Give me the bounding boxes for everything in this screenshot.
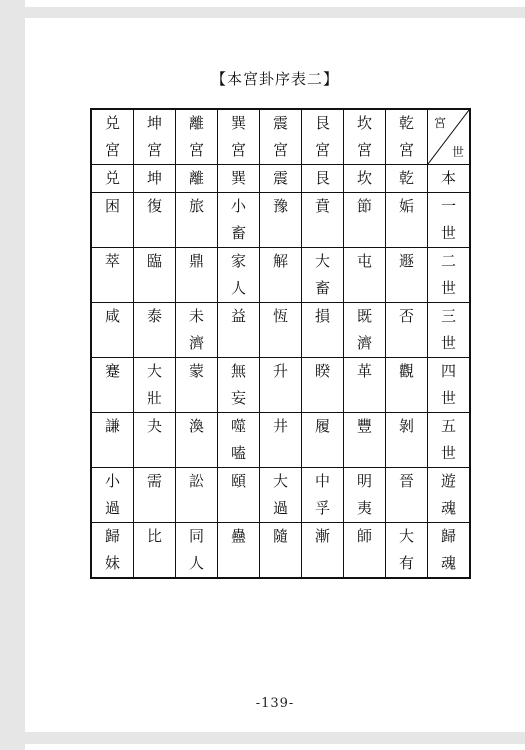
- cell-char: 畜: [230, 224, 246, 242]
- generation-cell: [428, 193, 471, 248]
- cell-char: 姤: [398, 197, 414, 215]
- hexagram-cell: [260, 468, 302, 523]
- cell-char: 恆: [272, 307, 288, 325]
- cell-char: 宮: [356, 141, 372, 159]
- cell-char: 五: [440, 417, 456, 435]
- cell-char: 噬: [230, 417, 246, 435]
- cell-char: 壯: [146, 389, 162, 407]
- generation-cell: [428, 413, 471, 468]
- hexagram-cell: [386, 303, 428, 358]
- cell-char: 遊: [440, 472, 456, 490]
- cell-char: 損: [314, 307, 330, 325]
- cell-char: 巽: [230, 169, 246, 187]
- hexagram-cell: [176, 413, 218, 468]
- cell-char: 蒙: [188, 362, 204, 380]
- cell-char: 夬: [146, 417, 162, 435]
- cell-char: 艮: [314, 114, 330, 132]
- cell-char: 震: [272, 114, 288, 132]
- cell-char: 宮: [230, 141, 246, 159]
- cell-char: 蹇: [104, 362, 120, 380]
- cell-char: 坎: [356, 169, 372, 187]
- table-row: [91, 413, 470, 468]
- hexagram-cell: [218, 165, 260, 193]
- cell-char: 旅: [188, 197, 204, 215]
- cell-char: 家: [230, 252, 246, 270]
- hexagram-cell: [91, 303, 134, 358]
- hexagram-cell: [302, 193, 344, 248]
- cell-char: 渙: [188, 417, 204, 435]
- generation-cell: [428, 358, 471, 413]
- cell-char: 咸: [104, 307, 120, 325]
- hexagram-cell: [134, 303, 176, 358]
- cell-char: 屯: [356, 252, 372, 270]
- table-row: [91, 165, 470, 193]
- hexagram-cell: [302, 358, 344, 413]
- cell-char: 大: [272, 472, 288, 490]
- cell-char: 離: [188, 114, 204, 132]
- hexagram-cell: [176, 303, 218, 358]
- cell-char: 夷: [356, 499, 372, 517]
- cell-char: 濟: [188, 334, 204, 352]
- cell-char: 畜: [314, 279, 330, 297]
- cell-char: 否: [398, 307, 414, 325]
- cell-char: 過: [272, 499, 288, 517]
- cell-char: 宮: [146, 141, 162, 159]
- hexagram-cell: [91, 248, 134, 303]
- hexagram-cell: [176, 248, 218, 303]
- table-row: [91, 523, 470, 579]
- cell-char: 坤: [146, 169, 162, 187]
- hexagram-cell: [176, 165, 218, 193]
- palace-header: [218, 109, 260, 165]
- cell-char: 宮: [104, 141, 120, 159]
- hexagram-cell: [134, 523, 176, 579]
- cell-char: 未: [188, 307, 204, 325]
- hexagram-cell: [218, 413, 260, 468]
- cell-char: 震: [272, 169, 288, 187]
- hexagram-cell: [260, 165, 302, 193]
- hexagram-cell: [302, 413, 344, 468]
- cell-char: 井: [272, 417, 288, 435]
- cell-char: 革: [356, 362, 372, 380]
- generation-cell: [428, 248, 471, 303]
- hexagram-cell: [260, 413, 302, 468]
- hexagram-cell: [176, 523, 218, 579]
- cell-char: 蠱: [230, 527, 246, 545]
- cell-char: 小: [104, 472, 120, 490]
- cell-char: 剝: [398, 417, 414, 435]
- hexagram-cell: [302, 303, 344, 358]
- cell-char: 大: [146, 362, 162, 380]
- hexagram-cell: [386, 165, 428, 193]
- cell-char: 賁: [314, 197, 330, 215]
- hexagram-cell: [302, 468, 344, 523]
- cell-char: 臨: [146, 252, 162, 270]
- previous-page-edge: [25, 0, 525, 7]
- hexagram-cell: [344, 165, 386, 193]
- hexagram-cell: [344, 468, 386, 523]
- hexagram-cell: [260, 303, 302, 358]
- hexagram-cell: [134, 413, 176, 468]
- palace-header: [91, 109, 134, 165]
- cell-char: 師: [356, 527, 372, 545]
- cell-char: 離: [188, 169, 204, 187]
- cell-char: 世: [440, 444, 456, 462]
- cell-char: 艮: [314, 169, 330, 187]
- hexagram-cell: [134, 468, 176, 523]
- hexagram-cell: [260, 193, 302, 248]
- hexagram-cell: [218, 523, 260, 579]
- hexagram-cell: [344, 193, 386, 248]
- cell-char: 兑: [104, 169, 120, 187]
- cell-char: 遯: [398, 252, 414, 270]
- hexagram-cell: [302, 165, 344, 193]
- hexagram-cell: [218, 468, 260, 523]
- cell-char: 魂: [440, 554, 456, 572]
- cell-char: 漸: [314, 527, 330, 545]
- cell-char: 坎: [356, 114, 372, 132]
- cell-char: 睽: [314, 362, 330, 380]
- cell-char: 二: [440, 252, 456, 270]
- cell-char: 同: [188, 527, 204, 545]
- cell-char: 晉: [398, 472, 414, 490]
- hexagram-cell: [176, 468, 218, 523]
- cell-char: 需: [146, 472, 162, 490]
- table-row: [91, 468, 470, 523]
- cell-char: 妄: [230, 389, 246, 407]
- document-page: [25, 18, 525, 732]
- cell-char: 中: [314, 472, 330, 490]
- cell-char: 隨: [272, 527, 288, 545]
- cell-char: 困: [104, 197, 120, 215]
- cell-char: 過: [104, 499, 120, 517]
- generation-cell: [428, 468, 471, 523]
- palace-header: [302, 109, 344, 165]
- hexagram-cell: [218, 248, 260, 303]
- palace-header: [344, 109, 386, 165]
- cell-char: 本: [440, 169, 456, 187]
- cell-char: 乾: [398, 169, 414, 187]
- cell-char: 無: [230, 362, 246, 380]
- hexagram-cell: [176, 193, 218, 248]
- cell-char: 世: [440, 224, 456, 242]
- cell-char: 節: [356, 197, 372, 215]
- generation-cell: [428, 303, 471, 358]
- cell-char: 世: [440, 279, 456, 297]
- header-row: [91, 109, 470, 165]
- corner-header: [428, 109, 471, 165]
- hexagram-cell: [386, 413, 428, 468]
- generation-cell: [428, 523, 471, 579]
- cell-char: 宮: [314, 141, 330, 159]
- cell-char: 宮: [188, 141, 204, 159]
- hexagram-cell: [344, 413, 386, 468]
- table-row: [91, 358, 470, 413]
- hexagram-cell: [302, 248, 344, 303]
- cell-char: 巽: [230, 114, 246, 132]
- cell-char: 益: [230, 307, 246, 325]
- cell-char: 魂: [440, 499, 456, 517]
- cell-char: 大: [314, 252, 330, 270]
- cell-char: 明: [356, 472, 372, 490]
- cell-char: 妹: [104, 554, 120, 572]
- cell-char: 訟: [188, 472, 204, 490]
- cell-char: 有: [398, 554, 414, 572]
- page-number: -139-: [255, 696, 295, 711]
- hexagram-cell: [344, 248, 386, 303]
- table-row: [91, 303, 470, 358]
- hexagram-cell: [91, 165, 134, 193]
- cell-char: 人: [230, 279, 246, 297]
- cell-char: 復: [146, 197, 162, 215]
- cell-char: 兑: [104, 114, 120, 132]
- cell-char: 鼎: [188, 252, 204, 270]
- cell-char: 頤: [230, 472, 246, 490]
- generation-cell: [428, 165, 471, 193]
- cell-char: 人: [188, 554, 204, 572]
- cell-char: 宮: [272, 141, 288, 159]
- hexagram-cell: [134, 165, 176, 193]
- hexagram-cell: [260, 523, 302, 579]
- cell-char: 升: [272, 362, 288, 380]
- cell-char: 宮: [398, 141, 414, 159]
- hexagram-cell: [344, 358, 386, 413]
- cell-char: 萃: [104, 252, 120, 270]
- cell-char: 大: [398, 527, 414, 545]
- cell-char: 歸: [104, 527, 120, 545]
- hexagram-cell: [386, 248, 428, 303]
- hexagram-cell: [134, 358, 176, 413]
- cell-char: 三: [440, 307, 456, 325]
- hexagram-cell: [91, 193, 134, 248]
- cell-char: 既: [356, 307, 372, 325]
- hexagram-cell: [176, 358, 218, 413]
- cell-char: 四: [440, 362, 456, 380]
- cell-char: 觀: [398, 362, 414, 380]
- table-row: [91, 193, 470, 248]
- palace-header: [134, 109, 176, 165]
- cell-char: 坤: [146, 114, 162, 132]
- palace-header: [260, 109, 302, 165]
- cell-char: 一: [440, 197, 456, 215]
- cell-char: 豐: [356, 417, 372, 435]
- cell-char: 世: [440, 334, 456, 352]
- hexagram-cell: [218, 358, 260, 413]
- hexagram-cell: [91, 413, 134, 468]
- hexagram-cell: [91, 523, 134, 579]
- palace-header: [176, 109, 218, 165]
- hexagram-cell: [134, 248, 176, 303]
- table-title: 【本宮卦序表二】: [210, 70, 339, 88]
- cell-char: 比: [146, 527, 162, 545]
- hexagram-cell: [386, 358, 428, 413]
- table-row: [91, 248, 470, 303]
- hexagram-cell: [386, 193, 428, 248]
- hexagram-cell: [218, 193, 260, 248]
- cell-char: 濟: [356, 334, 372, 352]
- hexagram-cell: [260, 248, 302, 303]
- cell-char: 嗑: [230, 444, 246, 462]
- cell-char: 謙: [104, 417, 120, 435]
- hexagram-cell: [302, 523, 344, 579]
- corner-palace-label: 宮: [434, 116, 447, 130]
- cell-char: 泰: [146, 307, 162, 325]
- cell-char: 世: [440, 389, 456, 407]
- next-page-edge: [25, 744, 525, 750]
- hexagram-cell: [386, 523, 428, 579]
- hexagram-cell: [91, 358, 134, 413]
- hexagram-cell: [134, 193, 176, 248]
- hexagram-cell: [386, 468, 428, 523]
- cell-char: 豫: [272, 197, 288, 215]
- hexagram-cell: [344, 523, 386, 579]
- hexagram-cell: [344, 303, 386, 358]
- cell-char: 乾: [398, 114, 414, 132]
- palace-header: [386, 109, 428, 165]
- hexagram-cell: [218, 303, 260, 358]
- corner-generation-label: 世: [451, 145, 464, 159]
- hexagram-cell: [91, 468, 134, 523]
- cell-char: 小: [230, 197, 246, 215]
- hexagram-cell: [260, 358, 302, 413]
- cell-char: 歸: [440, 527, 456, 545]
- hexagram-palace-table: [90, 108, 471, 579]
- cell-char: 履: [314, 417, 330, 435]
- cell-char: 孚: [314, 499, 330, 517]
- cell-char: 解: [272, 252, 288, 270]
